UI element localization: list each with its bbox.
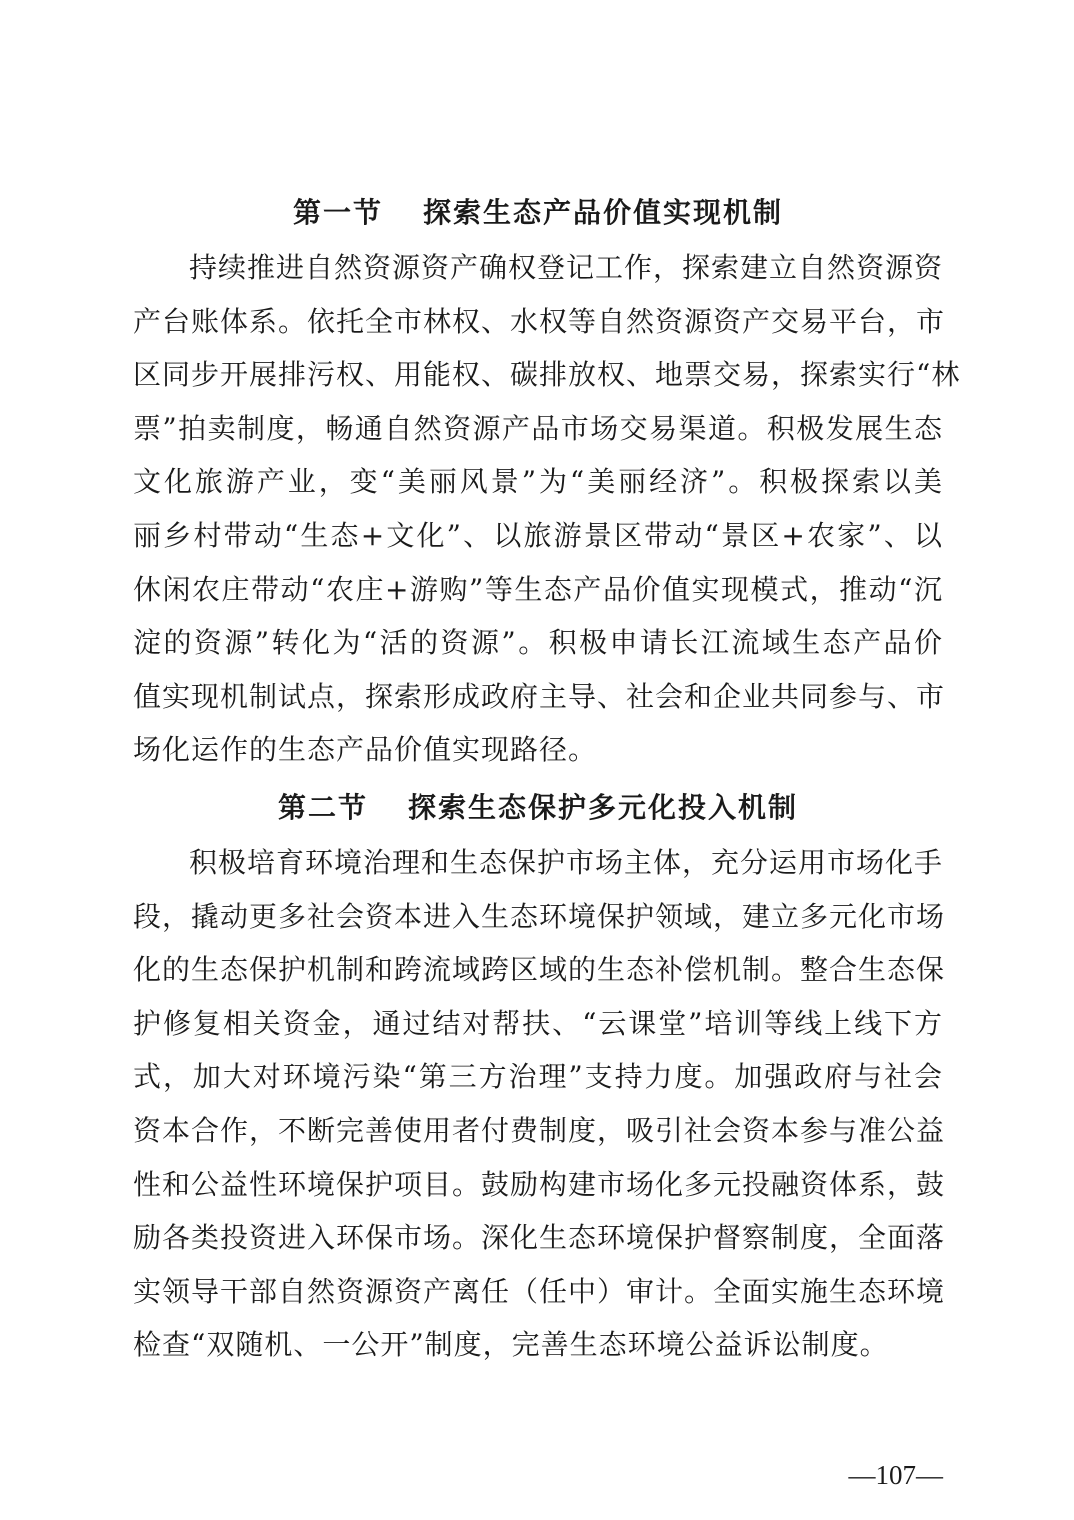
- paragraph-line: 休闲农庄带动“农庄+游购”等生态产品价值实现模式，推动“沉: [133, 572, 943, 606]
- section-2-paragraph: [133, 836, 946, 1372]
- paragraph-line: 值实现机制试点，探索形成政府主导、社会和企业共同参与、市: [133, 679, 946, 713]
- page-number: —107—: [848, 1460, 943, 1490]
- paragraph-line: 护修复相关资金，通过结对帮扶、“云课堂”培训等线上线下方: [133, 1006, 943, 1040]
- paragraph-line: 淀的资源”转化为“活的资源”。积极申请长江流域生态产品价: [133, 626, 943, 660]
- paragraph-line: 票”拍卖制度，畅通自然资源产品市场交易渠道。积极发展生态: [133, 411, 943, 445]
- paragraph-line: 文化旅游产业，变“美丽风景”为“美丽经济”。积极探索以美: [133, 465, 943, 499]
- section-2-title: 探索生态保护多元化投入机制: [408, 791, 799, 824]
- paragraph-line: 场化运作的生态产品价值实现路径。: [133, 733, 598, 767]
- paragraph-line: 励各类投资进入环保市场。深化生态环境保护督察制度，全面落: [133, 1221, 946, 1255]
- paragraph-line: 持续推进自然资源资产确权登记工作，探索建立自然资源资: [189, 251, 944, 284]
- section-2-number: 第二节: [277, 791, 368, 824]
- paragraph-line: 积极培育环境治理和生态保护市场主体，充分运用市场化手: [189, 846, 944, 879]
- section-1-number: 第一节: [292, 196, 383, 229]
- section-1-paragraph: [133, 241, 961, 777]
- paragraph-line: 区同步开展排污权、用能权、碳排放权、地票交易，探索实行“林: [133, 358, 961, 392]
- paragraph-line: 检查“双随机、一公开”制度，完善生态环境公益诉讼制度。: [133, 1328, 889, 1362]
- paragraph-line: 式，加大对环境污染“第三方治理”支持力度。加强政府与社会: [133, 1060, 943, 1094]
- paragraph-line: 段，撬动更多社会资本进入生态环境保护领域，建立多元化市场: [133, 899, 946, 933]
- paragraph-line: 实领导干部自然资源资产离任（任中）审计。全面实施生态环境: [133, 1274, 946, 1308]
- section-1-heading: [133, 195, 943, 231]
- section-1-title: 探索生态产品价值实现机制: [423, 196, 784, 229]
- paragraph-line: 产台账体系。依托全市林权、水权等自然资源资产交易平台，市: [133, 304, 946, 338]
- paragraph-line: 资本合作，不断完善使用者付费制度，吸引社会资本参与准公益: [133, 1113, 946, 1147]
- paragraph-line: 丽乡村带动“生态+文化”、以旅游景区带动“景区+农家”、以: [133, 518, 943, 552]
- paragraph-line: 化的生态保护机制和跨流域跨区域的生态补偿机制。整合生态保: [133, 953, 946, 987]
- section-2-heading: [133, 790, 943, 826]
- paragraph-line: 性和公益性环境保护项目。鼓励构建市场化多元投融资体系，鼓: [133, 1167, 946, 1201]
